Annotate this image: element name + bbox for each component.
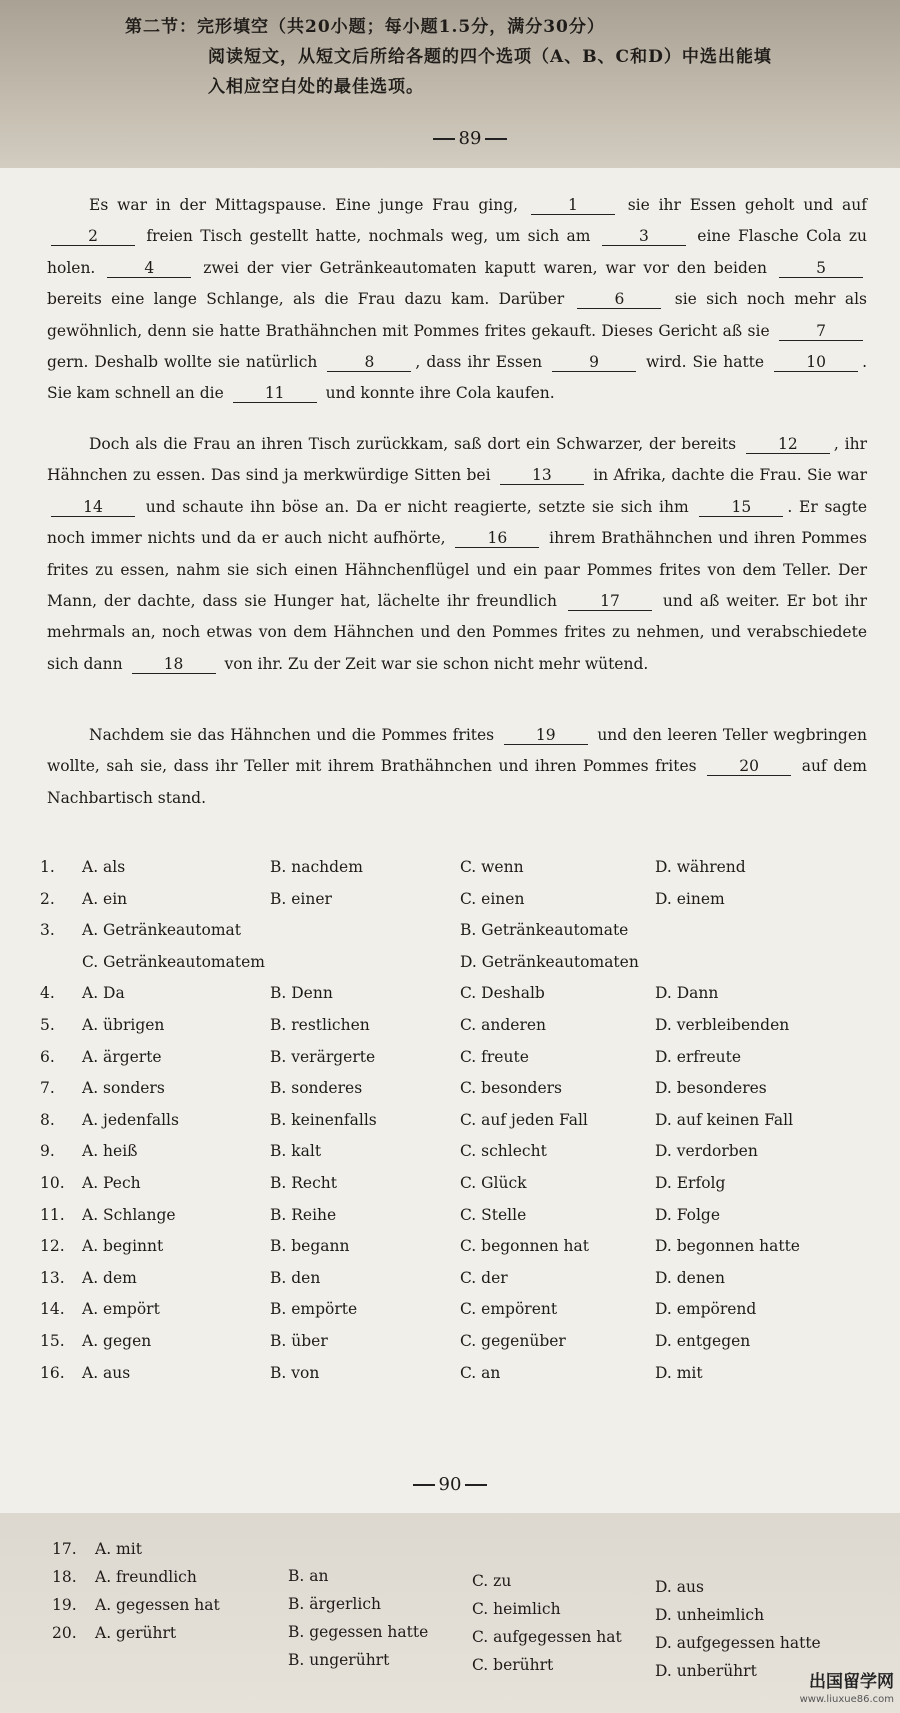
question-number: 15.: [40, 1332, 65, 1350]
option-a: A. gerührt: [95, 1624, 177, 1642]
question-number: 5.: [40, 1016, 55, 1034]
question-number: 19.: [52, 1596, 77, 1614]
question-number: 18.: [52, 1568, 77, 1586]
passage-text: und konnte ihre Cola kaufen.: [320, 384, 555, 403]
option-b: B. kalt: [270, 1142, 322, 1161]
passage-text: ihrem Brathähnchen und ihren Pommes frites zu essen, nahm sie sich einen Hähnchenflügel und ein paar Pommes frites von dem Teller. Der Mann, der dachte, dass sie Hunger hat, lächelte ihr freundlich: [47, 529, 867, 611]
option-b: B. nachdem: [270, 858, 363, 876]
passage-text: und aß weiter. Er bot ihr mehrmals an, noch etwas von dem Hähnchen und den Pommes frites zu nehmen, und verabschiedete sich dann: [47, 592, 867, 673]
option-b: B. keinenfalls: [270, 1110, 377, 1129]
option-b: B. Reihe: [270, 1205, 337, 1224]
option-a: A. ein: [82, 889, 128, 908]
blank-19: 19: [504, 727, 588, 745]
option-a: A. freundlich: [95, 1568, 197, 1586]
question-number: 10.: [40, 1174, 65, 1192]
passage-paragraph-2: [47, 429, 867, 680]
passage-text: Doch als die Frau an ihren Tisch zurückkam, saß dort ein Schwarzer, der bereits: [89, 435, 742, 453]
option-d: D. Folge: [655, 1205, 721, 1224]
passage-text: eine Flasche Cola zu holen.: [47, 227, 867, 277]
option-c: C. besonders: [460, 1079, 562, 1098]
passage-text: von ihr. Zu der Zeit war sie schon nicht mehr wütend.: [219, 654, 649, 673]
option-d: D. auf keinen Fall: [655, 1110, 794, 1129]
option-c: C. an: [460, 1363, 501, 1382]
passage-text: sie ihr Essen geholt und auf: [618, 196, 867, 214]
option-c: C. Glück: [460, 1174, 527, 1192]
option-b: B. sonderes: [270, 1079, 363, 1098]
option-c: C. empörent: [460, 1300, 558, 1319]
option-d: D. Getränkeautomaten: [460, 952, 639, 971]
option-a: A. übrigen: [82, 1016, 165, 1034]
passage-paragraph-3: [47, 720, 867, 814]
option-a: A. ärgerte: [82, 1047, 162, 1066]
instruction-line: 阅读短文，从短文后所给各题的四个选项（A、B、C和D）中选出能填: [208, 47, 772, 67]
option-c: C. wenn: [460, 858, 524, 876]
option-a: A. Da: [82, 984, 125, 1003]
option-d: D. verbleibenden: [655, 1016, 790, 1034]
option-c: C. zu: [472, 1572, 512, 1590]
option-d: D. empörend: [655, 1300, 757, 1319]
option-a: A. Pech: [82, 1174, 141, 1192]
question-number: 11.: [40, 1205, 65, 1224]
instruction-line: 入相应空白处的最佳选项。: [208, 77, 424, 97]
option-c: C. freute: [460, 1047, 529, 1066]
option-b: B. Denn: [270, 984, 333, 1003]
blank-15: 15: [699, 499, 783, 517]
passage-text: in Afrika, dachte die Frau. Sie war: [587, 466, 868, 485]
passage-text: , ihr Hähnchen zu essen. Das sind ja merkwürdige Sitten bei: [47, 435, 867, 485]
question-number: 3.: [40, 921, 55, 940]
option-b: B. Getränkeautomate: [460, 921, 629, 940]
option-c: C. aufgegessen hat: [472, 1628, 622, 1646]
option-d: D. unheimlich: [655, 1606, 765, 1624]
question-number: 16.: [40, 1363, 65, 1382]
passage-text: , dass ihr Essen: [415, 353, 549, 372]
passage-text: . Sie kam schnell an die: [47, 353, 868, 403]
option-d: D. einem: [655, 889, 725, 908]
option-d: D. erfreute: [655, 1047, 742, 1066]
option-b: B. gegessen hatte: [288, 1623, 429, 1641]
option-a: A. gegessen hat: [95, 1596, 220, 1614]
page-number: 90: [350, 1474, 550, 1495]
option-a: A. gegen: [82, 1332, 152, 1350]
blank-20: 20: [707, 758, 791, 776]
option-c: C. der: [460, 1268, 508, 1287]
question-number: 14.: [40, 1300, 65, 1319]
blank-10: 10: [774, 354, 858, 372]
option-b: B. verärgerte: [270, 1047, 376, 1066]
question-number: 6.: [40, 1047, 55, 1066]
option-c: C. Stelle: [460, 1205, 527, 1224]
option-b: B. ärgerlich: [288, 1595, 381, 1613]
option-d: D. während: [655, 858, 746, 876]
option-a: A. dem: [82, 1268, 137, 1287]
option-c: C. Getränkeautomatem: [82, 952, 265, 971]
question-number: 17.: [52, 1540, 77, 1558]
option-b: B. restlichen: [270, 1016, 370, 1034]
blank-16: 16: [455, 530, 539, 548]
question-number: 2.: [40, 889, 55, 908]
blank-3: 3: [602, 228, 686, 246]
option-a: A. heiß: [82, 1142, 138, 1161]
option-a: A. aus: [82, 1363, 131, 1382]
option-c: C. berührt: [472, 1656, 554, 1674]
blank-12: 12: [746, 436, 830, 454]
option-b: B. über: [270, 1332, 328, 1350]
passage-text: auf dem Nachbartisch stand.: [47, 757, 868, 807]
question-number: 13.: [40, 1268, 65, 1287]
passage-text: sie sich noch mehr als gewöhnlich, denn sie hatte Brathähnchen mit Pommes frites gekauft. Dieses Gericht aß sie: [47, 290, 867, 340]
option-a: A. Schlange: [82, 1205, 176, 1224]
passage-text: Nachdem sie das Hähnchen und die Pommes frites: [89, 726, 500, 744]
passage-paragraph-1: [47, 190, 867, 410]
option-d: D. denen: [655, 1268, 725, 1287]
option-d: D. unberührt: [655, 1662, 757, 1680]
passage-text: wird. Sie hatte: [640, 353, 771, 372]
option-a: A. sonders: [82, 1079, 165, 1098]
watermark-name: 出国留学网: [809, 1672, 894, 1692]
option-b: B. begann: [270, 1237, 350, 1256]
option-a: A. Getränkeautomat: [82, 921, 241, 940]
option-b: B. einer: [270, 889, 332, 908]
passage-text: Es war in der Mittagspause. Eine junge Frau ging,: [89, 196, 527, 214]
blank-5: 5: [779, 260, 863, 278]
page-number: 89: [370, 128, 570, 149]
watermark-url: www.liuxue86.com: [799, 1694, 894, 1705]
question-number: 20.: [52, 1624, 77, 1642]
blank-6: 6: [577, 291, 661, 309]
option-d: D. entgegen: [655, 1332, 751, 1350]
option-d: D. mit: [655, 1363, 703, 1382]
option-c: C. gegenüber: [460, 1332, 566, 1350]
option-d: D. besonderes: [655, 1079, 767, 1098]
option-b: B. an: [288, 1567, 329, 1585]
question-number: 9.: [40, 1142, 55, 1161]
blank-9: 9: [552, 354, 636, 372]
option-a: A. als: [82, 858, 126, 876]
passage-text: zwei der vier Getränkeautomaten kaputt waren, war vor den beiden: [195, 258, 775, 277]
passage-text: gern. Deshalb wollte sie natürlich: [47, 353, 324, 372]
blank-1: 1: [531, 197, 615, 215]
blank-17: 17: [568, 593, 652, 611]
option-b: B. von: [270, 1363, 320, 1382]
section-heading: 第二节：完形填空（共20小题；每小题1.5分，满分30分）: [125, 17, 605, 37]
question-number: 4.: [40, 984, 55, 1003]
option-a: A. jedenfalls: [82, 1110, 179, 1129]
option-c: C. einen: [460, 889, 525, 908]
blank-11: 11: [233, 385, 317, 403]
blank-4: 4: [107, 260, 191, 278]
option-b: B. Recht: [270, 1174, 337, 1192]
blank-14: 14: [51, 499, 135, 517]
option-a: A. beginnt: [82, 1237, 164, 1256]
option-b: B. ungerührt: [288, 1651, 390, 1669]
option-c: C. Deshalb: [460, 984, 545, 1003]
passage-text: bereits eine lange Schlange, als die Frau dazu kam. Darüber: [47, 290, 574, 309]
blank-7: 7: [779, 323, 863, 341]
passage-text: freien Tisch gestellt hatte, nochmals weg, um sich am: [139, 227, 598, 246]
passage-text: . Er sagte noch immer nichts und da er auch nicht aufhörte,: [47, 497, 867, 548]
option-c: C. auf jeden Fall: [460, 1110, 588, 1129]
blank-2: 2: [51, 228, 135, 246]
question-number: 7.: [40, 1079, 55, 1098]
blank-8: 8: [327, 354, 411, 372]
option-d: D. Dann: [655, 984, 719, 1003]
option-c: C. heimlich: [472, 1600, 561, 1618]
blank-13: 13: [500, 467, 584, 485]
option-d: D. aus: [655, 1578, 704, 1596]
option-c: C. schlecht: [460, 1142, 547, 1161]
option-a: A. empört: [82, 1300, 160, 1319]
option-b: B. den: [270, 1268, 321, 1287]
question-number: 12.: [40, 1237, 65, 1256]
option-d: D. begonnen hatte: [655, 1237, 800, 1256]
option-d: D. aufgegessen hatte: [655, 1634, 821, 1652]
passage-text: und den leeren Teller wegbringen wollte, sah sie, dass ihr Teller mit ihrem Brathähnchen und ihren Pommes frites: [47, 726, 867, 776]
option-c: C. begonnen hat: [460, 1237, 590, 1256]
watermark: [800, 1673, 894, 1709]
question-number: 1.: [40, 858, 55, 876]
question-number: 8.: [40, 1110, 55, 1129]
option-d: D. verdorben: [655, 1142, 758, 1161]
passage-text: und schaute ihn böse an. Da er nicht reagierte, setzte sie sich ihm: [139, 497, 696, 516]
option-a: A. mit: [95, 1540, 142, 1558]
option-b: B. empörte: [270, 1300, 358, 1319]
blank-18: 18: [132, 656, 216, 674]
option-c: C. anderen: [460, 1016, 547, 1034]
option-d: D. Erfolg: [655, 1174, 726, 1192]
